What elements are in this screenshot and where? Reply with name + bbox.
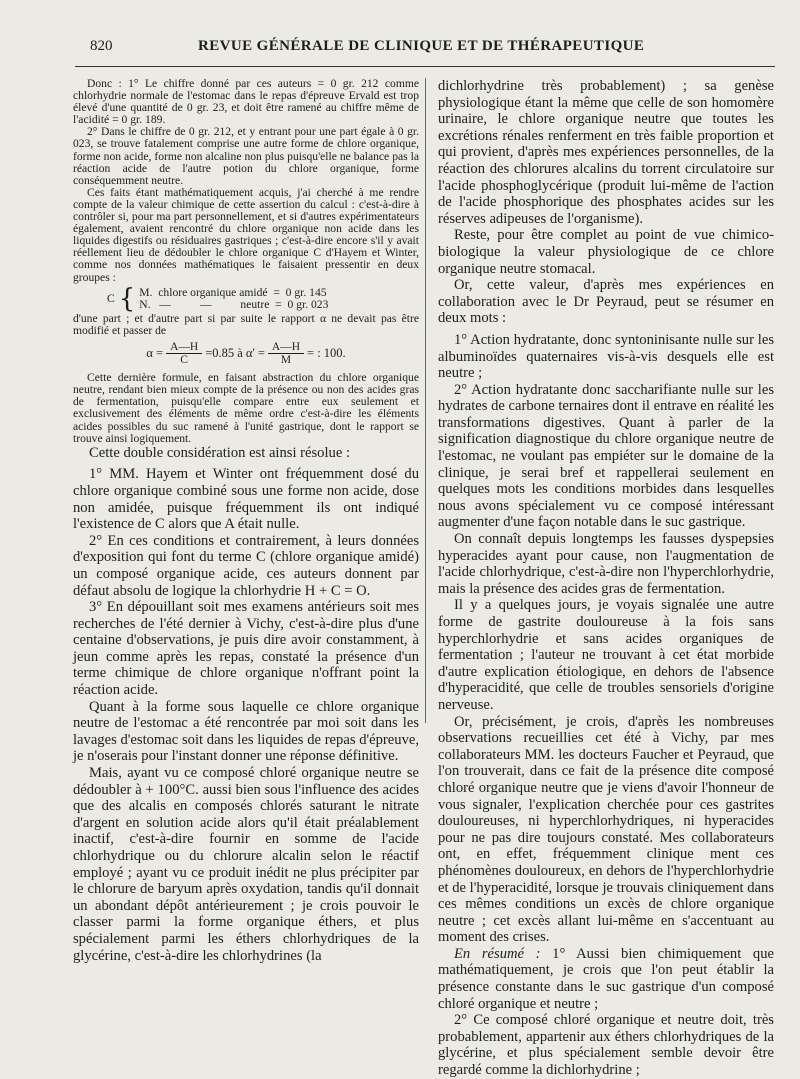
equation-text: = : 100. — [307, 346, 346, 361]
paragraph: Quant à la forme sous laquelle ce chlore organique neutre de l'estomac a été rencontrée par moi soit dans les lavages d'estomac soit dans les liquides de repas d'épreuve, je n'oserais pour l'instant donner une réponse définitive. — [73, 698, 419, 765]
paragraph: Mais, ayant vu ce composé chloré organique neutre se dédoubler à + 100°C. aussi bien sous l'influence des acides que des alcalis en composés chlorés saturant le nitrate d'argent en solution acide alors qu'il était préalablement inactif, c'est-à-dire fournir en somme de l'acide chlorhydrique ou du chlorure alcalin selon le réactif employé ; ayant vu ce produit inédit ne plus précipiter par le chlorure de baryum après oxydation, tandis qu'il donnait un abondant dépôt antérieurement ; je crois pouvoir le classer parmi la forme organique éthers, et plus spécialement parmi les éthers chlorhydriques de la glycérine, c'est-à-dire les chlorhydrines (la — [73, 765, 419, 964]
fraction — [268, 341, 304, 366]
paragraph — [438, 946, 774, 1012]
fraction-numerator: A—H — [166, 341, 202, 354]
summary-text: 1° Aussi bien chimiquement que mathématiquement, je crois que l'on peut établir la présence constante dans le suc gastrique d'un composé chloré organique et neutre ; — [438, 945, 774, 1012]
paragraph: 2° Ce composé chloré organique et neutre doit, très probablement, appartenir aux éthers chlorhydriques de la glycérine, et plus spécialement semble devoir être regardé comme la dichlorhydrine ; — [438, 1012, 774, 1079]
paragraph: Cette double considération est ainsi résolue : — [89, 444, 350, 461]
fraction-numerator: A—H — [268, 341, 304, 354]
page-number: 820 — [90, 38, 113, 54]
paragraph: 2° Action hydratante donc saccharifiante nulle sur les hydrates de carbone ternaires dont il entrave en réalité les transformations digestives. Quant à parler de la signification diagnostique du chlore organique neutre de l'estomac, ne voulant pas empiéter sur le domaine de la clinique, je serai bref et rappellerai seulement en quelques mots les conditions morbides dans lesquelles nous avons spécialement vu ce composé intéressant augmenter d'une façon notable dans le suc gastrique. — [438, 381, 774, 531]
fraction-denominator: M — [280, 354, 292, 367]
ratio-equation — [73, 341, 419, 366]
paragraph: Ces faits étant mathématiquement acquis, j'ai cherché à me rendre compte de la valeur chimique de cette assertion du calcul : c'est-à-dire à contrôler si, pour ma part personnellement, et si d'autres expérimentateurs également, avaient rencontré du chlore organique non acide dans les liquides digestifs ou résiduaires gastriques ; c'est-à-dire encore s'il y avait réellement lieu de dédoubler le chlore organique C d'Hayem et Winter, comme nos données mathématiques le faisaient pressentir en deux groupes : — [73, 185, 419, 284]
paragraph: On connaît depuis longtemps les fausses dyspepsies hyperacides ayant pour cause, non l'augmentation de l'acide chlorhydrique, c'est-à-dire non l'hyperchlorhydrie, mais la présence des acides gras de fermentation. — [438, 531, 774, 597]
column-divider — [425, 78, 426, 723]
equation-text: =0.85 à α' = — [205, 346, 265, 361]
equation-text: α = — [146, 346, 164, 361]
chlorine-split-formula — [107, 283, 419, 314]
paragraph: 1° MM. Hayem et Winter ont fréquemment dosé du chlore organique combiné sous une forme non acide, dose non amidée, puisque fréquemment ils ont indiqué l'existence de C alors que A était nulle. — [73, 466, 419, 533]
paragraph: 2° En ces conditions et contrairement, à leurs données d'exposition qui font du terme C (chlore organique amidé) un composé organique acide, ces auteurs donnent par défaut absolu de logique la chlorhydrie H + C = O. — [73, 532, 419, 599]
paragraph: Or, précisément, je crois, d'après les nombreuses observations recueillies cet été à Vichy, par mes collaborateurs MM. les docteurs Faucher et Peyraud, que l'on trouverait, dans ce fait de la présence dite composé chloré organique neutre que je viens d'avoir l'honneur de vous signaler, l'explication cherchée pour ces gastrites douloureuses, ni hyperchlorhydriques, ni hyperacides pour ne pas dire toujours constaté. Mes collaborateurs ont, en effet, fréquemment clinique ment ces phénomènes douloureux, en dehors de l'hyperchlorhydrie et de l'hyperacidité, lorsque je trouvais cliniquement dans ces mêmes conditions un excès de chlore organique neutre ; cet excès allant lui-même en s'accentuant au moment des crises. — [438, 713, 774, 946]
formula-row: N. — — neutre = 0 gr. 023 — [139, 297, 329, 311]
running-title: REVUE GÉNÉRALE DE CLINIQUE ET DE THÉRAPEUTIQUE — [198, 38, 645, 54]
paragraph: Il y a quelques jours, je voyais signalée une autre forme de gastrite douloureuse à la fois sans hyperchlorhydrie et sans acides organiques de fermentation ; l'auteur ne trouvant à cet état morbide d'autre explication étiologique, en dehors de l'absence d'hyperacidité, que celle de troubles sensoriels d'origine nerveuse. — [438, 597, 774, 713]
brace-glyph: { — [118, 283, 136, 314]
fraction — [166, 341, 202, 366]
paragraph: Donc : 1° Le chiffre donné par ces auteurs = 0 gr. 212 comme chlorhydrie normale de l'estomac dans le repas d'épreuve Ervald est trop élevé d'une quantité de 0 gr. 23, et doit être ramené au chiffre même de l'acidité = 0 gr. 189. — [73, 77, 419, 127]
paragraph: dichlorhydrine très probablement) ; sa genèse physiologique étant la même que celle de son homomère urinaire, le chlore organique neutre que toutes les excrétions rénales renferment en très faible proportion et qui provient, d'après mes expériences personnelles, de la réaction des chlorures alcalins du torrent circulatoire sur l'acide phosphoglycérique (produit lui-même de l'action de l'acide phosphorique des phosphates acides sur les réserves adipeuses de l'organisme). — [438, 78, 774, 227]
fraction-denominator: C — [180, 354, 188, 367]
paragraph: Cette dernière formule, en faisant abstraction du chlore organique neutre, rendant bien mieux compte de la présence ou non des acides gras de fermentation, puisqu'elle compare entre eux seulement et exclusivement des éléments de même ordre c'est-à-dire les éléments acides possibles du suc ramené à l'unité gastrique, dont le rapport se trouve ainsi logiquement. — [73, 371, 419, 445]
header-rule — [75, 66, 775, 67]
page-header — [90, 38, 760, 62]
paragraph: 3° En dépouillant soit mes examens antérieurs soit mes recherches de l'été dernier à Vichy, c'est-à-dire plus d'une centaine d'observations, je puis dire avoir constamment, à jeun comme après les repas, constaté la présence d'un terme chimique de chlore organique n'offrant point la réaction acide. — [73, 599, 419, 699]
formula-symbol: C — [107, 291, 115, 305]
right-column — [438, 78, 774, 1079]
paragraph: d'une part ; et d'autre part si par suite le rapport α ne devait pas être modifié et passer de — [73, 312, 419, 338]
paragraph: Or, cette valeur, d'après mes expériences en collaboration avec le Dr Peyraud, peut se résumer en deux mots : — [438, 277, 774, 327]
paragraph: 2° Dans le chiffre de 0 gr. 212, et y entrant pour une part égale à 0 gr. 023, se trouve fatalement comprise une autre forme de chlore organique, forme non acide, forme non alcaline non plus puisqu'elle ne balance pas la réaction acide de l'autre potion du chlore organique, forme conséquemment neutre. — [73, 125, 419, 187]
formula-row: M. chlore organique amidé = 0 gr. 145 — [139, 285, 327, 299]
summary-heading: En résumé : — [454, 945, 541, 962]
paragraph: Reste, pour être complet au point de vue chimico-biologique la valeur physiologique de ce chlore organique neutre stomacal. — [438, 227, 774, 277]
paragraph: 1° Action hydratante, donc syntoninisante nulle sur les albuminoïdes quaternaires vis-à-vis desquels elle est neutre ; — [438, 331, 774, 382]
left-column — [73, 78, 419, 964]
